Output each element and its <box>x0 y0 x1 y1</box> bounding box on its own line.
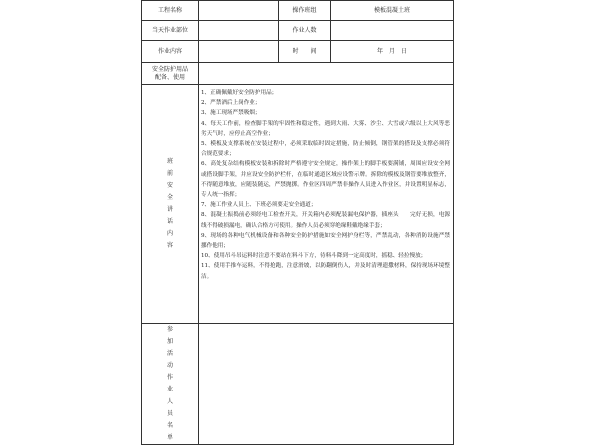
briefing-item: 1、正确佩戴好安全防护用品； <box>201 90 278 96</box>
briefing-label-char: 安 <box>166 182 173 189</box>
ppe-label-line2: 配备、使用 <box>154 73 185 81</box>
ppe-label <box>142 63 199 85</box>
project-name-value[interactable] <box>199 1 279 21</box>
briefing-label-char: 话 <box>166 218 173 225</box>
briefing-label-char: 全 <box>166 194 173 201</box>
date-value[interactable]: 年 月 日 <box>331 41 454 63</box>
participants-label-char: 人 <box>166 398 173 405</box>
briefing-contents <box>199 85 454 324</box>
briefing-label-char: 容 <box>166 242 173 249</box>
work-content-label: 作业内容 <box>142 41 199 63</box>
row-project <box>142 1 454 21</box>
participants-label-char: 参 <box>166 326 173 333</box>
participants-label-char: 加 <box>166 338 173 345</box>
participants-label-char: 活 <box>166 350 173 357</box>
ppe-label-line1: 安全防护用品 <box>151 66 188 73</box>
row-location <box>142 21 454 41</box>
briefing-item: 11、使用手推车运料，不得抢跑，注意滑坡，以防翻倒伤人，并及时清理遗撒材料，保持现场环境整洁。 <box>201 263 450 280</box>
briefing-item: 4、每天工作前，检查脚手架的牢固性和稳定性，遇到大雨、大雾、沙尘、大雪或六级以上大风等恶劣天气时，应停止高空作业； <box>201 120 450 137</box>
headcount-label: 作业人数 <box>279 21 331 41</box>
work-location-value[interactable] <box>199 21 279 41</box>
briefing-item: 7、施工作业人员上、下班必须要走安全通道； <box>201 202 317 209</box>
row-briefing <box>142 85 454 324</box>
headcount-value[interactable] <box>331 21 454 41</box>
briefing-item: 3、施工现场严禁吸烟； <box>201 110 261 117</box>
briefing-item: 5、模板及支撑系统在安装过程中，必须采取临时固定措施，防止倾倒，钢管架的搭设及支撑必须符合规范要求； <box>201 141 450 158</box>
briefing-item: 6、高处复杂结构模板安装和拆除时严格遵守安全规定，操作架上的脚手板要满铺，周围应设安全网或搭设脚手架，并应设安全防护栏杆，在临时通道区域应设警示牌。拆除的模板及钢管要堆放整齐，不得随意堆放，应随装随运，严禁抛掷。作业区四周严禁非操作人员进入作业区，并设置明显标志，专人统一指挥； <box>201 161 450 199</box>
team-label: 操作班组 <box>279 1 331 21</box>
participants-label-char: 作 <box>166 374 173 381</box>
briefing-item: 2、严禁酒后上岗作业； <box>201 100 261 107</box>
team-value[interactable]: 模板混凝土班 <box>331 1 454 21</box>
briefing-item: 9、现场的各种电气机械设备和各种安全防护措施如安全网护身栏等，严禁乱动，各种消防设施严禁挪作他用； <box>201 232 450 250</box>
project-name-label: 工程名称 <box>142 1 199 21</box>
briefing-label-char: 内 <box>166 230 173 237</box>
participants-label-char: 单 <box>166 434 173 441</box>
participants-label-char: 动 <box>166 362 173 369</box>
row-ppe <box>142 63 454 85</box>
briefing-label-char: 讲 <box>166 206 173 213</box>
briefing-item: 10、使用吊斗吊运料时注意不要站在料斗下方，待料斗降到一定高度时，摇稳、轻拉慢放； <box>201 253 427 260</box>
form-table <box>141 0 454 445</box>
briefing-item: 8、混凝土振捣前必须经电工检查开关，开关箱内必须配装漏电保护器，插座头 完好无损，电源线不得破损漏电，确认合格方可使用。操作人员必须穿绝缘鞋戴绝缘手套； <box>201 212 450 229</box>
briefing-label-char: 前 <box>166 170 173 177</box>
row-participants <box>142 324 454 445</box>
time-label: 时 间 <box>279 41 331 63</box>
briefing-label <box>142 85 199 324</box>
participants-label-char: 员 <box>166 410 173 417</box>
row-content <box>142 41 454 63</box>
participants-label <box>142 324 199 445</box>
participants-label-char: 业 <box>166 386 173 393</box>
work-location-label: 当天作业部位 <box>142 21 199 41</box>
participants-value[interactable] <box>199 324 454 445</box>
ppe-value[interactable] <box>199 63 454 85</box>
safety-briefing-form <box>141 0 453 441</box>
work-content-value[interactable] <box>199 41 279 63</box>
briefing-label-char: 班 <box>166 158 173 165</box>
participants-label-char: 名 <box>166 422 173 429</box>
